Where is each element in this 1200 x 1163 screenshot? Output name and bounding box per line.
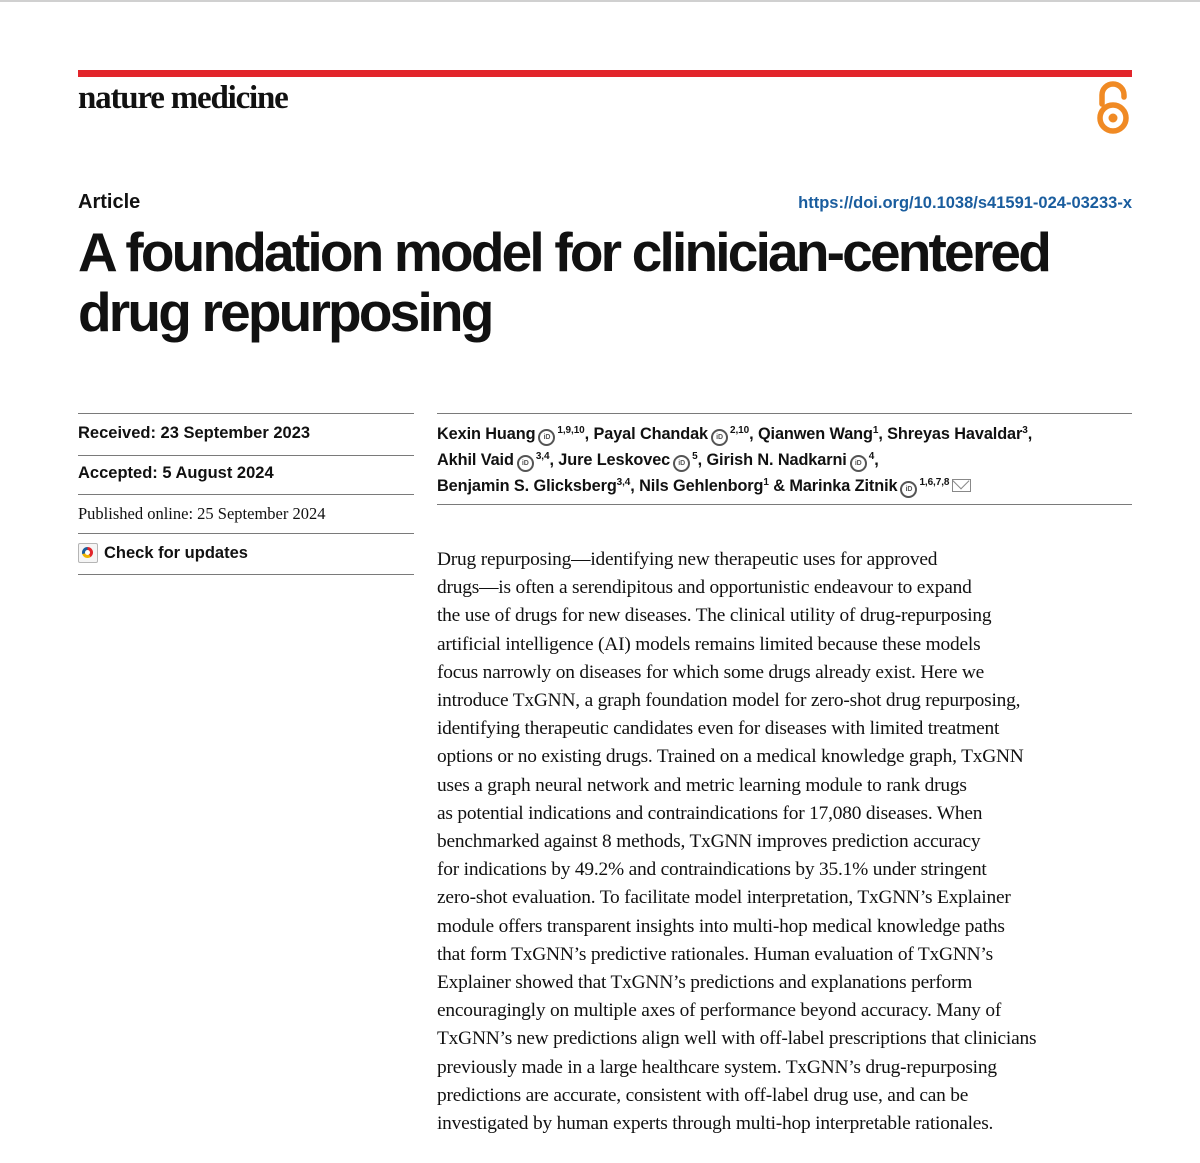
author-affiliation: 3,4: [535, 451, 550, 462]
author-item[interactable]: [706, 451, 874, 469]
author-list: Kexin Huang iD$^{1,9,10}$, Payal Chandak iD$^{2,10}$, Qianwen Wang$^1$, Shreyas Havaldar$^3$, Akhil Vaid iD$^{3,4}$, Jure Leskovec $iD^5$, Girish N. Nadkarni $iD^4$, Benjamin S. Glicksberg$^{3,4}$, Nils Gehlenborg$^1$ & Marinka Zitnik iD$^{1,6,7,8}$: [437, 421, 1137, 499]
divider: [78, 494, 414, 495]
check-for-updates-icon: [78, 543, 98, 563]
email-icon[interactable]: [952, 479, 971, 492]
journal-header-bar: [78, 70, 1132, 77]
author-name: Jure Leskovec: [558, 451, 671, 469]
doi-link[interactable]: https://doi.org/10.1038/s41591-024-03233-x: [798, 194, 1132, 212]
orcid-icon[interactable]: iD: [850, 455, 867, 472]
divider: [78, 533, 414, 534]
author-affiliation: 1,9,10: [557, 425, 585, 436]
divider: [437, 504, 1132, 505]
author-name: Kexin Huang: [437, 425, 536, 443]
divider: [78, 455, 414, 456]
author-affiliation: 1,6,7,8: [919, 477, 950, 488]
author-name: Nils Gehlenborg: [639, 477, 764, 495]
abstract-line: as potential indications and contraindications for 17,080 diseases. When: [437, 802, 983, 824]
author-affiliation: 5: [692, 451, 698, 462]
author-item[interactable]: [437, 425, 585, 443]
abstract-line: previously made in a large healthcare system. TxGNN’s drug-repurposing: [437, 1056, 997, 1078]
abstract-line: the use of drugs for new diseases. The clinical utility of drug-repurposing: [437, 605, 992, 627]
author-name: Shreyas Havaldar: [887, 425, 1023, 443]
divider: [437, 413, 1132, 414]
author-name: Payal Chandak: [593, 425, 709, 443]
abstract-line: identifying therapeutic candidates even for diseases with limited treatment: [437, 718, 1000, 740]
author-item[interactable]: [437, 477, 630, 495]
abstract-line: introduce TxGNN, a graph foundation model for zero-shot drug repurposing,: [437, 690, 1021, 712]
author-name: Qianwen Wang: [757, 425, 873, 443]
divider: [78, 413, 414, 414]
orcid-icon[interactable]: iD: [538, 429, 555, 446]
abstract-line: that form TxGNN’s predictive rationales. Human evaluation of TxGNN’s: [437, 943, 993, 965]
author-item[interactable]: [437, 451, 549, 469]
author-affiliation: 1: [763, 477, 769, 488]
author-affiliation: 3,4: [616, 477, 631, 488]
author-affiliation: 4: [868, 451, 875, 462]
received-date: [78, 424, 310, 443]
author-item[interactable]: [639, 477, 769, 495]
abstract-line: uses a graph neural network and metric learning module to rank drugs: [437, 774, 967, 796]
author-item[interactable]: [887, 425, 1028, 443]
orcid-icon[interactable]: iD: [711, 429, 728, 446]
author-item[interactable]: [789, 477, 971, 495]
abstract-line: module offers transparent insights into multi-hop medical knowledge paths: [437, 915, 1005, 937]
author-item[interactable]: [558, 451, 697, 469]
author-item[interactable]: [758, 425, 878, 443]
abstract-line: encouragingly on multiple axes of performance beyond accuracy. Many of: [437, 1000, 1002, 1022]
author-name: Girish N. Nadkarni: [706, 451, 847, 469]
published-date: Published online: 25 September 2024: [78, 504, 326, 523]
received-date-text: Received: 23 September 2023: [78, 424, 311, 442]
author-name: Akhil Vaid: [437, 451, 514, 469]
author-affiliation: 1: [872, 425, 879, 436]
abstract-line: investigated by human experts through multi-hop interpretable rationales.: [437, 1113, 994, 1135]
abstract-line: benchmarked against 8 methods, TxGNN improves prediction accuracy: [437, 831, 981, 853]
abstract-line: focus narrowly on diseases for which some drugs already exist. Here we: [437, 661, 985, 683]
page-top-border: [0, 0, 1200, 2]
article-title: A foundation model for clinician-centered drug repurposing: [78, 221, 1050, 343]
author-item[interactable]: [593, 425, 749, 443]
open-access-icon: [1092, 80, 1134, 136]
author-affiliation: 3: [1022, 425, 1028, 436]
abstract-line: options or no existing drugs. Trained on a medical knowledge graph, TxGNN: [437, 746, 1024, 768]
author-name: Benjamin S. Glicksberg: [437, 477, 617, 495]
article-type-label: Article: [78, 191, 141, 213]
abstract-line: drugs—is often a serendipitous and opportunistic endeavour to expand: [437, 577, 972, 599]
abstract-line: Drug repurposing—identifying new therapeutic uses for approved: [437, 549, 938, 570]
author-name: Marinka Zitnik: [789, 477, 898, 495]
check-for-updates-label: Check for updates: [104, 543, 248, 562]
orcid-icon[interactable]: iD: [517, 455, 534, 472]
divider: [78, 574, 414, 575]
orcid-icon[interactable]: iD: [900, 481, 917, 498]
author-affiliation: 2,10: [730, 425, 750, 436]
journal-name[interactable]: nature medicine: [78, 80, 288, 116]
accepted-date-text: Accepted: 5 August 2024: [78, 464, 274, 482]
abstract-line: TxGNN’s new predictions align well with off-label prescriptions that clinicians: [437, 1028, 1037, 1050]
abstract-line: Explainer showed that TxGNN’s predictions and explanations perform: [437, 972, 973, 994]
abstract-line: artificial intelligence (AI) models remains limited because these models: [437, 633, 981, 655]
accepted-date: [78, 464, 274, 483]
abstract-line: predictions are accurate, consistent with off-label drug use, and can be: [437, 1084, 969, 1106]
check-for-updates-button[interactable]: [78, 543, 248, 563]
orcid-icon[interactable]: iD: [673, 455, 690, 472]
abstract-line: for indications by 49.2% and contraindications by 35.1% under stringent: [437, 859, 987, 881]
abstract: [437, 546, 1036, 1138]
abstract-line: zero-shot evaluation. To facilitate model interpretation, TxGNN’s Explainer: [437, 887, 1011, 909]
